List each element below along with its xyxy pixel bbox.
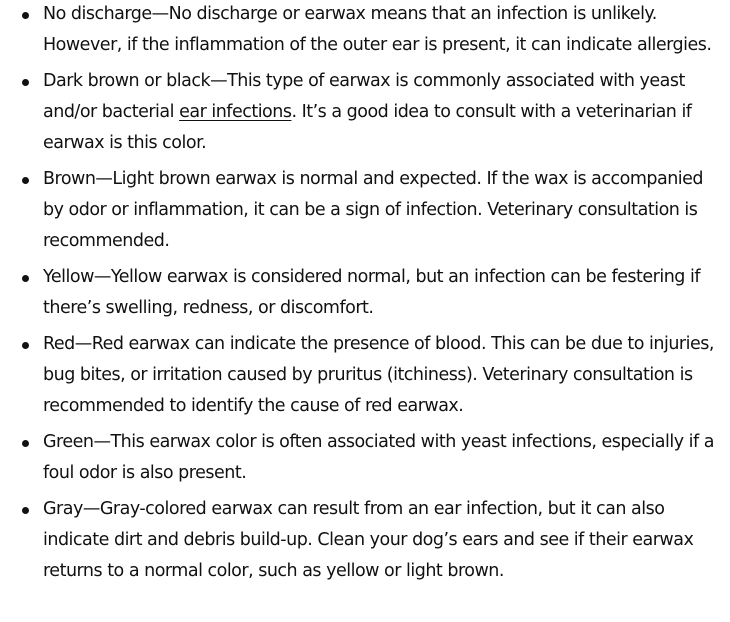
list-item-text: . It’s a good idea to consult with a veterinarian if earwax is this color. [43,102,692,153]
list-item-text: Red—Red earwax can indicate the presence of blood. This can be due to injuries, bug bites, or irritation caused by pruritus (itchiness). Veterinary consultation is recommended to identify the cause of red earwax. [43,334,714,416]
list-item-text: Green—This earwax color is often associated with yeast infections, especially if a foul odor is also present. [43,432,714,483]
list-item-text: Yellow—Yellow earwax is considered normal, but an infection can be festering if there’s swelling, redness, or discomfort. [43,267,701,318]
ear-infections-link[interactable]: ear infections [179,102,292,122]
list-item-text: Brown—Light brown earwax is normal and expected. If the wax is accompanied by odor or inflammation, it can be a sign of infection. Veterinary consultation is recommended. [43,169,704,251]
list-item-red [0,329,730,422]
list-item-text: Gray—Gray-colored earwax can result from an ear infection, but it can also indicate dirt and debris build-up. Clean your dog’s ears and see if their earwax returns to a normal color, such as yellow or light brown. [43,499,694,581]
list-item-text: No discharge—No discharge or earwax means that an infection is unlikely. However, if the inflammation of the outer ear is present, it can indicate allergies. [43,4,712,55]
list-item-brown [0,164,730,257]
list-item-green [0,427,730,489]
list-item-yellow [0,262,730,324]
list-item-no-discharge [0,0,730,61]
list-item-text: Dark brown or black—This type of earwax is commonly associated with yeast and/or bacterial [43,71,685,122]
list-item-gray [0,494,730,587]
list-item-dark-brown [0,66,730,159]
